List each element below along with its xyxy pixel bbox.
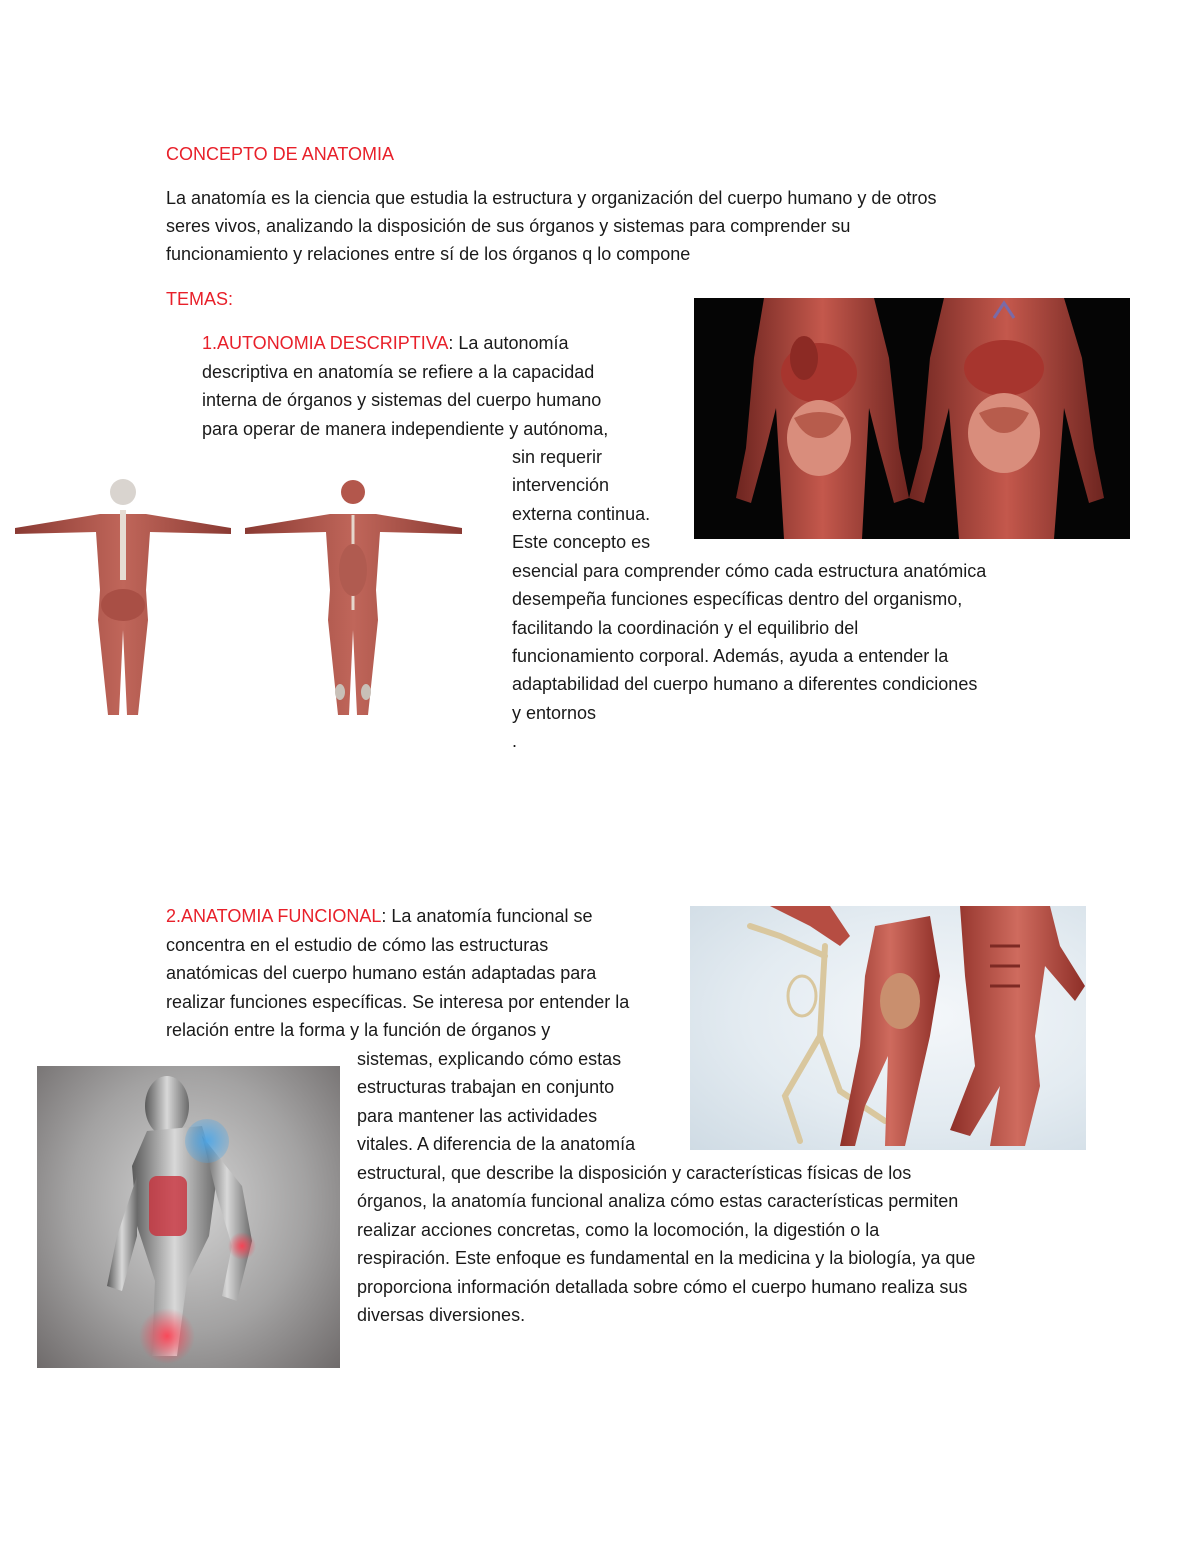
section1-line: sin requerir (512, 447, 603, 467)
section1-line: para operar de manera independiente y autónoma, (202, 419, 609, 439)
section1-line: intervención (512, 475, 610, 495)
anatomy-organs-image (694, 298, 1130, 539)
running-anatomy-image (690, 906, 1086, 1150)
section1-line: descriptiva en anatomía se refiere a la capacidad (202, 362, 595, 382)
section1-first-line-rest: La autonomía (453, 333, 569, 353)
section2-heading: 2.ANATOMIA FUNCIONAL (166, 906, 382, 926)
section2-line: sistemas, explicando cómo estas (357, 1049, 622, 1069)
section1-line: Este concepto es (512, 532, 651, 552)
section1-line: funcionamiento corporal. Además, ayuda a entender la (512, 646, 949, 666)
running-figures-illustration (690, 906, 1086, 1150)
section1-line: . (512, 731, 518, 751)
section2-first-line (166, 902, 593, 931)
section2-line: diversas diversiones. (357, 1305, 526, 1325)
section1-line: desempeña funciones específicas dentro del organismo, (512, 589, 963, 609)
organs-illustration (694, 298, 1130, 539)
section2-line: relación entre la forma y la función de órganos y (166, 1020, 551, 1040)
section2-line: realizar acciones concretas, como la locomoción, la digestión o la (357, 1220, 880, 1240)
section1-colon: : (448, 333, 454, 353)
section1-line: esencial para comprender cómo cada estructura anatómica (512, 561, 987, 581)
intro-line-2: seres vivos, analizando la disposición de sus órganos y sistemas para comprender su (166, 216, 851, 236)
muscular-figures-illustration (10, 470, 472, 720)
section1-line: facilitando la coordinación y el equilibrio del (512, 618, 859, 638)
stretching-figure-illustration (37, 1066, 340, 1368)
section2-line: órganos, la anatomía funcional analiza cómo estas características permiten (357, 1191, 959, 1211)
section2-line: proporciona información detallada sobre cómo el cuerpo humano realiza sus (357, 1277, 968, 1297)
intro-line-1: La anatomía es la ciencia que estudia la estructura y organización del cuerpo humano y de otros (166, 188, 937, 208)
section1-line: interna de órganos y sistemas del cuerpo humano (202, 390, 602, 410)
muscular-system-image (10, 470, 472, 720)
section2-line: respiración. Este enfoque es fundamental en la medicina y la biología, ya que (357, 1248, 976, 1268)
section2-line: estructural, que describe la disposición y características físicas de los (357, 1163, 912, 1183)
functional-anatomy-image (37, 1066, 340, 1368)
section1-heading: 1.AUTONOMIA DESCRIPTIVA (202, 333, 449, 353)
temas-label: TEMAS: (166, 289, 234, 309)
section2-line: concentra en el estudio de cómo las estructuras (166, 935, 549, 955)
page-title: CONCEPTO DE ANATOMIA (166, 144, 395, 164)
section2-colon: : (381, 906, 387, 926)
intro-line-3: funcionamiento y relaciones entre sí de los órganos q lo compone (166, 244, 691, 264)
section1-line: y entornos (512, 703, 597, 723)
section2-line: vitales. A diferencia de la anatomía (357, 1134, 636, 1154)
section2-line: anatómicas del cuerpo humano están adaptadas para (166, 963, 597, 983)
section1-line: adaptabilidad del cuerpo humano a diferentes condiciones (512, 674, 978, 694)
section1-first-line (202, 329, 569, 358)
section2-line: realizar funciones específicas. Se interesa por entender la (166, 992, 630, 1012)
section2-line: estructuras trabajan en conjunto (357, 1077, 615, 1097)
section2-first-line-rest: La anatomía funcional se (386, 906, 593, 926)
section2-line: para mantener las actividades (357, 1106, 598, 1126)
section1-line: externa continua. (512, 504, 651, 524)
